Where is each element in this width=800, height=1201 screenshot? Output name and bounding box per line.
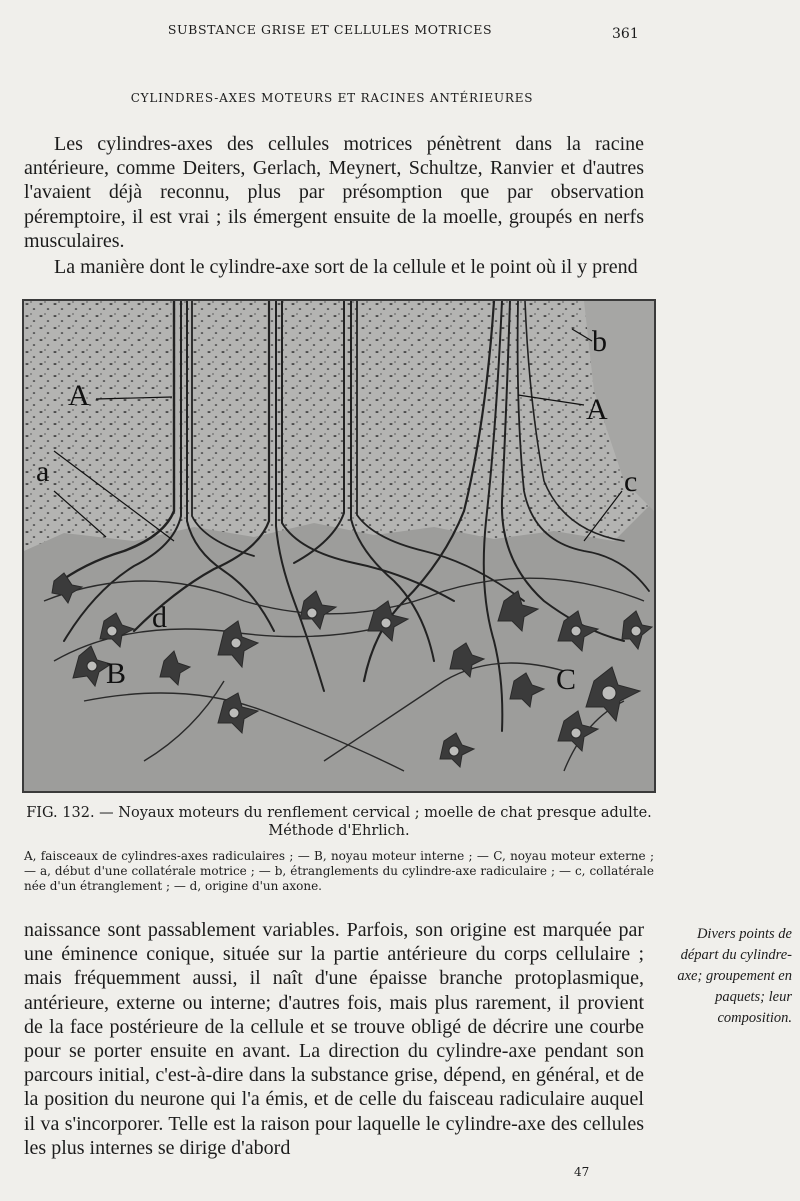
label-A-right: A bbox=[586, 393, 608, 426]
nerve-cell-drawing bbox=[24, 301, 654, 791]
paragraph-1: Les cylindres-axes des cellules motrices pénètrent dans la racine antérieure, comme Deiters, Gerlach, Meynert, Schultze, Ranvier et d'autres l'avaient déjà reconnu, plus par présomption que par observation péremptoire, il est vrai ; ils émergent ensuite de la moelle, groupés en nerfs musculaires. bbox=[24, 133, 644, 252]
paragraph-3: naissance sont passablement variables. Parfois, son origine est marquée par une éminence conique, située sur la partie antérieure du corps cellulaire ; mais fréquemment aussi, il naît d'une épaisse branche protoplasmique, antérieure, externe ou interne; d'autres fois, mais plus rarement, il provient de la face postérieure de la cellule et se trouve obligé de décrire une courbe pour se porter ensuite en avant. La direction du cylindre-axe pendant son parcours initial, c'est-à-dire dans la substance grise, dépend, en général, et de la position du neurone qui l'a émis, et de celle du faisceau radiculaire auquel il va s'incorporer. Telle est la raison pour laquelle le cylindre-axe des cellules les plus internes se dirige d'abord bbox=[24, 919, 644, 1159]
label-C: C bbox=[556, 663, 577, 696]
label-A-left: A bbox=[68, 379, 90, 412]
section-title: CYLINDRES-AXES MOTEURS ET RACINES ANTÉRIEURES bbox=[130, 91, 534, 105]
label-a: a bbox=[36, 455, 50, 488]
label-d: d bbox=[152, 601, 167, 634]
margin-note: Divers points de départ du cylindre-axe; groupement en paquets; leur composition. bbox=[677, 926, 792, 1026]
signature-mark: 47 bbox=[574, 1165, 590, 1179]
label-c-small: c bbox=[624, 465, 638, 498]
running-head: SUBSTANCE GRISE ET CELLULES MOTRICES bbox=[167, 22, 493, 37]
figure-illustration bbox=[22, 299, 656, 793]
caption-line-1: FIG. 132. — Noyaux moteurs du renflement cervical ; moelle de chat presque adulte. bbox=[26, 805, 652, 821]
figure-caption bbox=[24, 804, 654, 840]
figure-legend: A, faisceaux de cylindres-axes radiculaires ; — B, noyau moteur interne ; — C, noyau moteur externe ; — a, début d'une collatérale motrice ; — b, étranglements du cylindre-axe radiculaire ; — c, collatérale née d'un étranglement ; — d, origine d'un axone. bbox=[24, 849, 654, 893]
label-b: b bbox=[592, 325, 607, 358]
white-matter-region bbox=[24, 301, 654, 551]
page-number: 361 bbox=[612, 26, 639, 42]
paragraph-2: La manière dont le cylindre-axe sort de la cellule et le point où il y prend bbox=[54, 256, 638, 278]
caption-line-2: Méthode d'Ehrlich. bbox=[268, 823, 410, 839]
label-B: B bbox=[106, 657, 127, 690]
